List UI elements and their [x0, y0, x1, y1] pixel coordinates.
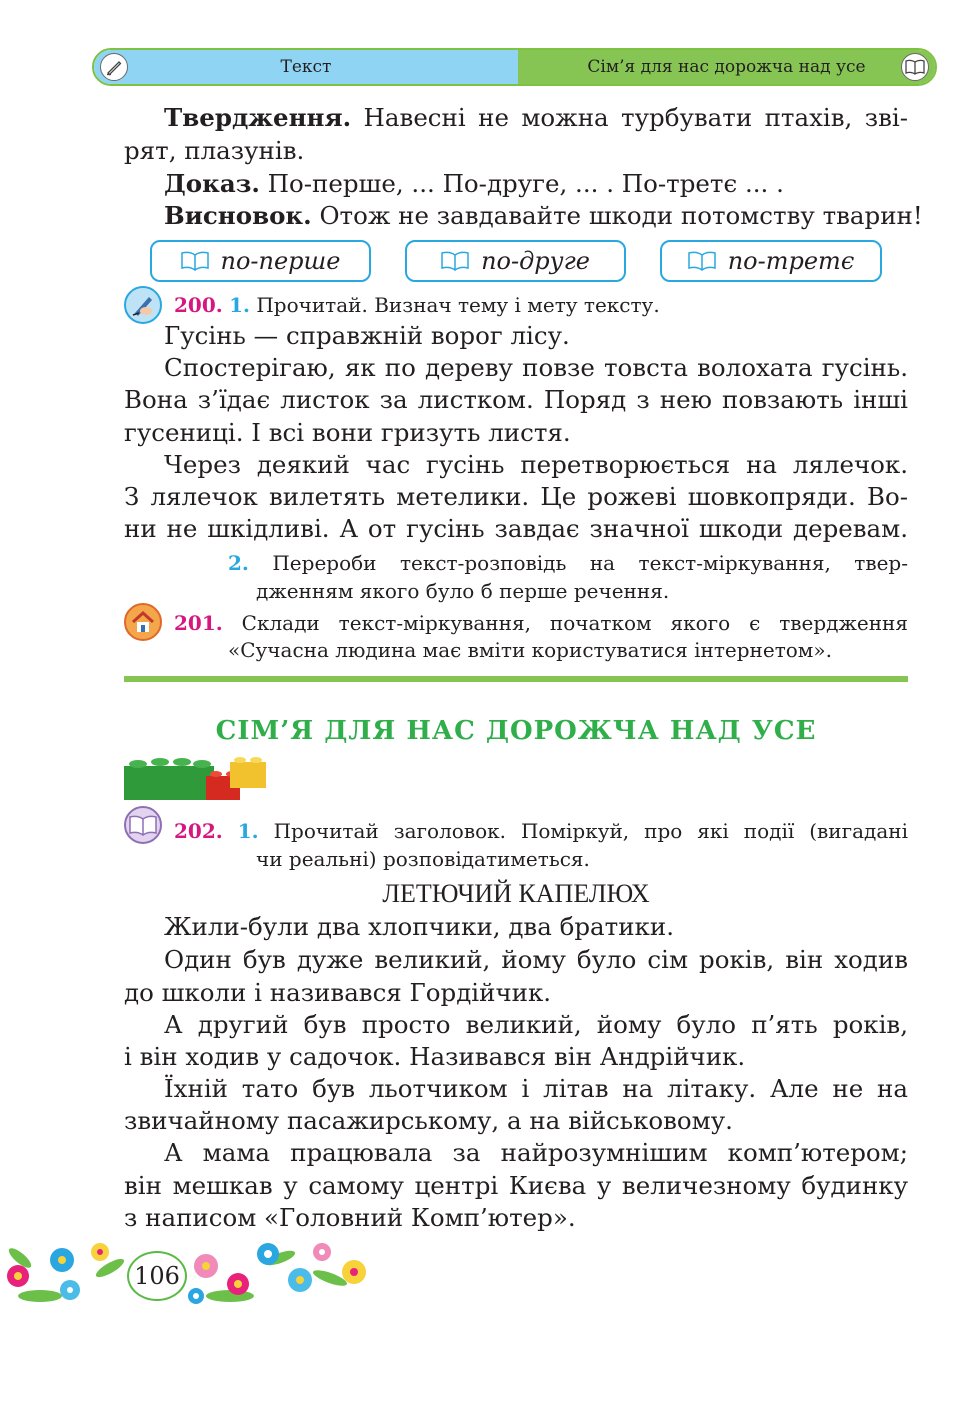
pen-icon [100, 53, 128, 81]
open-book-icon [441, 251, 469, 271]
book-icon [901, 53, 929, 81]
ex201-number: 201. [174, 611, 223, 635]
section-title: СІМ’Я ДЛЯ НАС ДОРОЖЧА НАД УСЕ [215, 716, 817, 746]
tag-label: по-друге [481, 247, 590, 275]
conclusion-label: Висновок. [164, 201, 312, 230]
ex200-line: Спостерігаю, як по дереву повзе товста волохата гусінь. [164, 353, 908, 382]
story-line: Один був дуже великий, йому було сім років, він ходив [164, 945, 908, 974]
conclusion-line: Висновок. Отож не завдавайте шкоди потомству тварин! [164, 201, 923, 230]
ex200-line: З лялечок вилетять метелики. Це рожеві шовкопряди. Во- [124, 482, 908, 511]
tag-label: по-перше [220, 247, 341, 275]
proof-line: Доказ. По-перше, ... По-друге, ... . По-третє ... . [164, 169, 784, 198]
ex200-task1: 200. 1. Прочитай. Визнач тему і мету тексту. [174, 293, 660, 317]
story-line: Їхній тато був льотчиком і літав на літаку. Але не на [164, 1074, 908, 1103]
claim-line-2: рят, плазунів. [124, 136, 305, 165]
ex200-line: ни не шкідливі. А от гусінь завдає значної шкоди деревам. [124, 514, 908, 543]
proof-label: Доказ. [164, 169, 260, 198]
header-right-title: Сім’я для нас дорожча над усе [587, 57, 866, 77]
tag-po-tretie [660, 240, 882, 282]
open-book-icon [688, 251, 716, 271]
claim-label: Твердження. [164, 103, 352, 132]
ex200-task2-line1: 2. Перероби текст-розповідь на текст-міркування, твер- [228, 551, 908, 575]
header-left-title: Текст [280, 57, 332, 77]
story-line: Жили-були два хлопчики, два братики. [164, 912, 674, 941]
ex201-line2: «Сучасна людина має вміти користуватися інтернетом». [228, 638, 832, 662]
ex200-sub1: 1. [229, 293, 250, 317]
story-line: до школи і називався Гордійчик. [124, 978, 552, 1007]
ex202-task-line1: 202. 1. Прочитай заголовок. Поміркуй, про які події (вигадані [174, 819, 908, 843]
tag-label: по-третє [727, 247, 855, 275]
header-right-section [518, 50, 935, 84]
open-book-icon [181, 251, 209, 271]
ex200-line: Гусінь — справжній ворог лісу. [164, 321, 570, 350]
section-divider [124, 676, 908, 682]
ex201-line1: 201. Склади текст-міркування, початком якого є твердження [174, 611, 908, 635]
ex200-line: Вона з’їдає листок за листком. Поряд з нею повзають інші [124, 385, 908, 414]
house-icon [124, 603, 162, 641]
claim-line: Твердження. Навесні не можна турбувати птахів, зві- [164, 103, 908, 132]
reading-book-icon [124, 806, 162, 844]
ex200-line: Через деякий час гусінь перетворюється на лялечок. [164, 450, 908, 479]
story-line: з написом «Головний Комп’ютер». [124, 1203, 576, 1232]
header-left-section [94, 50, 518, 84]
ex200-sub2: 2. [228, 551, 249, 575]
story-title: ЛЕТЮЧИЙ КАПЕЛЮХ [382, 879, 650, 908]
ex200-task2-line2: дженням якого було б перше речення. [256, 579, 670, 603]
ex202-number: 202. [174, 819, 223, 843]
page-number: 106 [127, 1251, 187, 1301]
flower-border-icon [0, 1238, 390, 1310]
tag-po-druhe [405, 240, 626, 282]
tag-po-pershe [150, 240, 371, 282]
ex200-line: гусениці. І всі вони гризуть листя. [124, 418, 571, 447]
ex200-number: 200. [174, 293, 223, 317]
writing-hand-icon [124, 286, 162, 324]
story-line: і він ходив у садочок. Називався він Андрійчик. [124, 1042, 746, 1071]
story-line: А мама працювала за найрозумнішим комп’ютером; [164, 1138, 908, 1167]
page-header [92, 48, 937, 86]
lego-bricks-icon [122, 754, 272, 804]
ex202-sub1: 1. [237, 819, 259, 843]
story-line: він мешкав у самому центрі Києва у величезному будинку [124, 1171, 908, 1200]
story-line: А другий був просто великий, йому було п’ять років, [164, 1010, 908, 1039]
story-line: звичайному пасажирському, а на військовому. [124, 1106, 733, 1135]
ex202-task-line2: чи реальні) розповідатиметься. [256, 847, 590, 871]
